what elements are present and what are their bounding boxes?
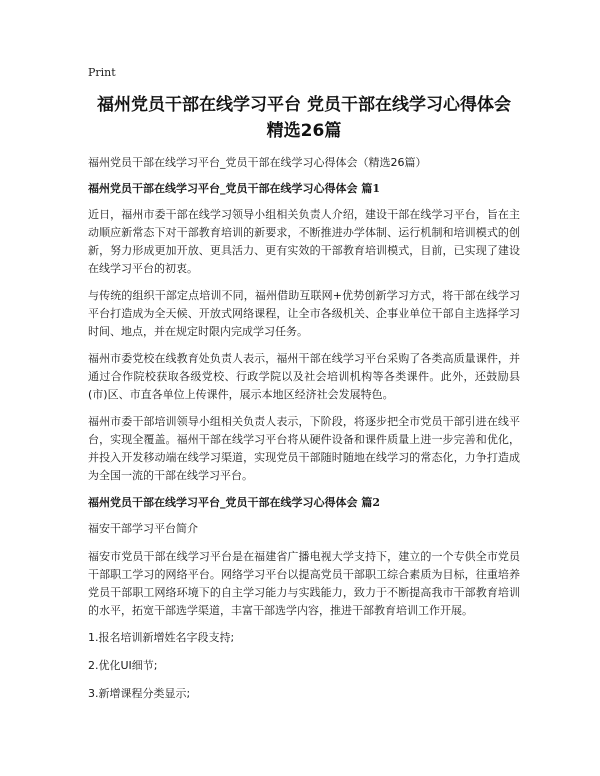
section-2-list-item-1: 1.报名培训新增姓名字段支持; bbox=[88, 631, 235, 644]
page-title: 福州党员干部在线学习平台 党员干部在线学习心得体会 精选26篇 bbox=[97, 95, 511, 141]
print-link[interactable]: Print bbox=[88, 66, 116, 79]
document-page bbox=[88, 66, 520, 713]
section-1-paragraph-2: 与传统的组织干部定点培训不同，福州借助互联网+优势创新学习方式，将干部在线学习平台打造成为全天候、开放式网络课程，让全市各级机关、企事业单位干部自主选择学习时间、地点，并在规定时限内完成学习任务。 bbox=[88, 289, 520, 338]
section-1-paragraph-1: 近日，福州市委干部在线学习领导小组相关负责人介绍，建设干部在线学习平台，旨在主动顺应新常态下对干部教育培训的新要求，不断推进办学体制、运行机制和培训模式的创新，努力形成更加开放、更具活力、更有实效的干部教育培训模式，目前，已实现了建设在线学习平台的初衷。 bbox=[88, 208, 520, 275]
section-2-list-item-2: 2.优化UI细节; bbox=[88, 659, 158, 672]
section-1-paragraph-3: 福州市委党校在线教育处负责人表示，福州干部在线学习平台采购了各类高质量课件，并通过合作院校获取各级党校、行政学院以及社会培训机构等各类课件。此外，还鼓励县(市)区、市直各单位上传课件，展示本地区经济社会发展特色。 bbox=[88, 352, 520, 401]
section-2-list-item-3: 3.新增课程分类显示; bbox=[88, 687, 191, 700]
section-2-heading: 福州党员干部在线学习平台_党员干部在线学习心得体会 篇2 bbox=[88, 496, 380, 509]
document-subtitle: 福州党员干部在线学习平台_党员干部在线学习心得体会（精选26篇） bbox=[88, 156, 427, 169]
section-1-heading: 福州党员干部在线学习平台_党员干部在线学习心得体会 篇1 bbox=[88, 182, 380, 195]
section-2-paragraph-2: 福安市党员干部在线学习平台是在福建省广播电视大学支持下，建立的一个专供全市党员干部职工学习的网络平台。网络学习平台以提高党员干部职工综合素质为目标，往重培养党员干部职工网络环境下的自主学习能力与实践能力，致力于不断提高我市干部教育培训的水平，拓宽干部选学渠道，丰富干部选学内容，推进干部教育培训工作开展。 bbox=[88, 550, 520, 617]
section-1-paragraph-4: 福州市委干部培训领导小组相关负责人表示，下阶段，将逐步把全市党员干部引进在线平台，实现全覆盖。福州干部在线学习平台将从硬件设备和课件质量上进一步完善和优化，并投入开发移动端在线学习渠道，实现党员干部随时随地在线学习的常态化，力争打造成为全国一流的干部在线学习平台。 bbox=[88, 415, 520, 482]
section-2-paragraph-1: 福安干部学习平台简介 bbox=[88, 522, 198, 535]
